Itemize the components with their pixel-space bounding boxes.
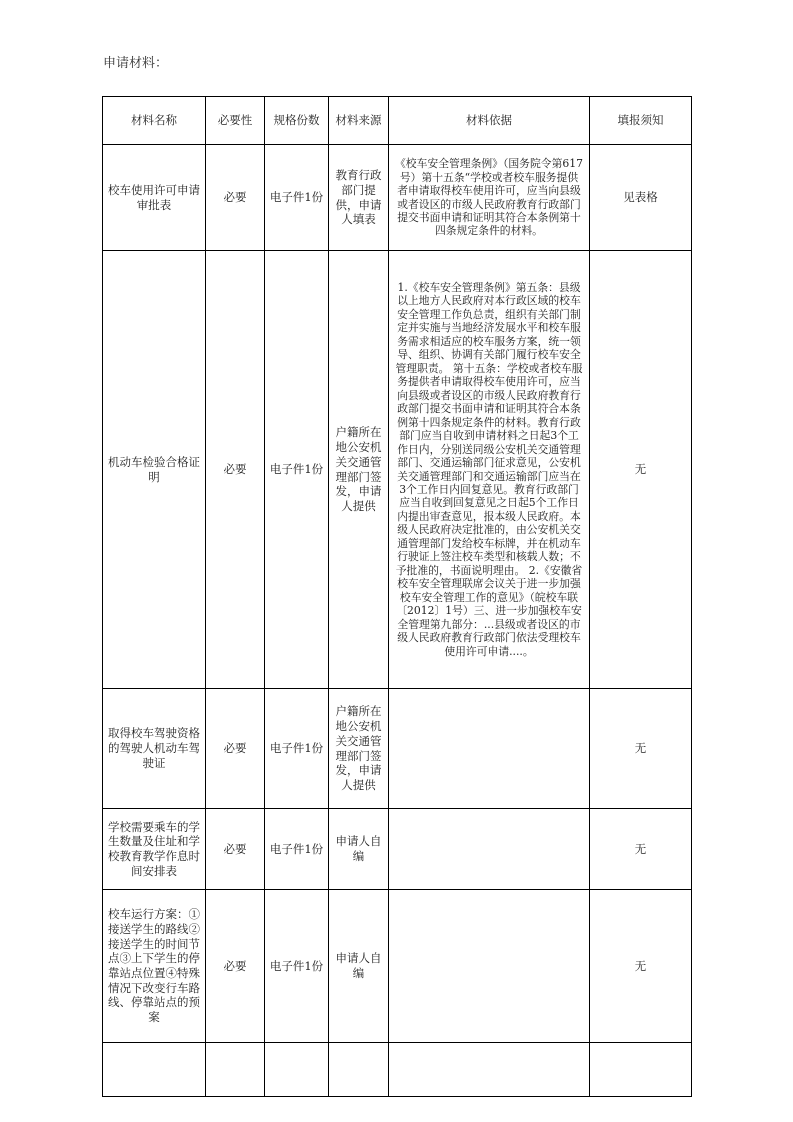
spec-copies: [265, 1043, 329, 1097]
filing-note: 见表格: [590, 145, 692, 251]
material-source: 申请人自编: [329, 890, 389, 1043]
table-row: [103, 1043, 692, 1097]
material-source: 户籍所在地公安机关交通管理部门签发，申请人提供: [329, 689, 389, 809]
material-basis: [389, 689, 590, 809]
material-name: 学校需要乘车的学生数量及住址和学校教育教学作息时间安排表: [103, 809, 206, 890]
material-source: [329, 1043, 389, 1097]
column-header: 材料名称: [103, 97, 206, 145]
necessity: [206, 1043, 265, 1097]
table-row: [103, 145, 692, 251]
table-row: [103, 251, 692, 689]
spec-copies: 电子件1份: [265, 809, 329, 890]
spec-copies: 电子件1份: [265, 145, 329, 251]
column-header: 必要性: [206, 97, 265, 145]
filing-note: 无: [590, 689, 692, 809]
material-basis: 《校车安全管理条例》（国务院令第617号）第十五条“学校或者校车服务提供者申请取得校车使用许可，应当向县级或者设区的市级人民政府教育行政部门提交书面申请和证明其符合本条例第十四条规定条件的材料。: [389, 145, 590, 251]
material-source: 户籍所在地公安机关交通管理部门签发，申请人提供: [329, 251, 389, 689]
materials-table: [102, 96, 692, 1097]
spec-copies: 电子件1份: [265, 689, 329, 809]
necessity: 必要: [206, 809, 265, 890]
material-basis: [389, 809, 590, 890]
necessity: 必要: [206, 251, 265, 689]
column-header: 规格份数: [265, 97, 329, 145]
table-row: [103, 689, 692, 809]
necessity: 必要: [206, 145, 265, 251]
table-row: [103, 890, 692, 1043]
column-header: 材料依据: [389, 97, 590, 145]
material-basis: [389, 1043, 590, 1097]
material-name: 取得校车驾驶资格的驾驶人机动车驾驶证: [103, 689, 206, 809]
column-header: 填报须知: [590, 97, 692, 145]
page-heading: 申请材料：: [103, 56, 169, 71]
column-header: 材料来源: [329, 97, 389, 145]
table-header-row: [103, 97, 692, 145]
spec-copies: 电子件1份: [265, 251, 329, 689]
material-basis: [389, 890, 590, 1043]
material-basis: 1.《校车安全管理条例》第五条：县级以上地方人民政府对本行政区域的校车安全管理工作负总责，组织有关部门制定并实施与当地经济发展水平和校车服务需求相适应的校车服务方案，统一领导、组织、协调有关部门履行校车安全管理职责。 第十五条：学校或者校车服务提供者申请取得校车使用许可，应当向县级或者设区的市级人民政府教育行政部门提交书面申请和证明其符合本条例第十四条规定条件的材料。教育行政部门应当自收到申请材料之日起3个工作日内，分别送同级公安机关交通管理部门、交通运输部门征求意见，公安机关交通管理部门和交通运输部门应当在3个工作日内回复意见。教育行政部门应当自收到回复意见之日起5个工作日内提出审查意见，报本级人民政府。本级人民政府决定批准的，由公安机关交通管理部门发给校车标牌，并在机动车行驶证上签注校车类型和核载人数；不予批准的，书面说明理由。 2.《安徽省校车安全管理联席会议关于进一步加强校车安全管理工作的意见》（皖校车联〔2012〕1号）三、进一步加强校车安全管理第九部分：...县级或者设区的市级人民政府教育行政部门依法受理校车使用许可申请....。: [389, 251, 590, 689]
material-source: 申请人自编: [329, 809, 389, 890]
filing-note: 无: [590, 251, 692, 689]
material-source: 教育行政部门提供，申请人填表: [329, 145, 389, 251]
filing-note: [590, 1043, 692, 1097]
material-name: 校车使用许可申请审批表: [103, 145, 206, 251]
material-name: 校车运行方案：①接送学生的路线②接送学生的时间节点③上下学生的停靠站点位置④特殊情况下改变行车路线、停靠站点的预案: [103, 890, 206, 1043]
necessity: 必要: [206, 689, 265, 809]
material-name: 机动车检验合格证明: [103, 251, 206, 689]
necessity: 必要: [206, 890, 265, 1043]
filing-note: 无: [590, 809, 692, 890]
table-row: [103, 809, 692, 890]
filing-note: 无: [590, 890, 692, 1043]
material-name: [103, 1043, 206, 1097]
spec-copies: 电子件1份: [265, 890, 329, 1043]
